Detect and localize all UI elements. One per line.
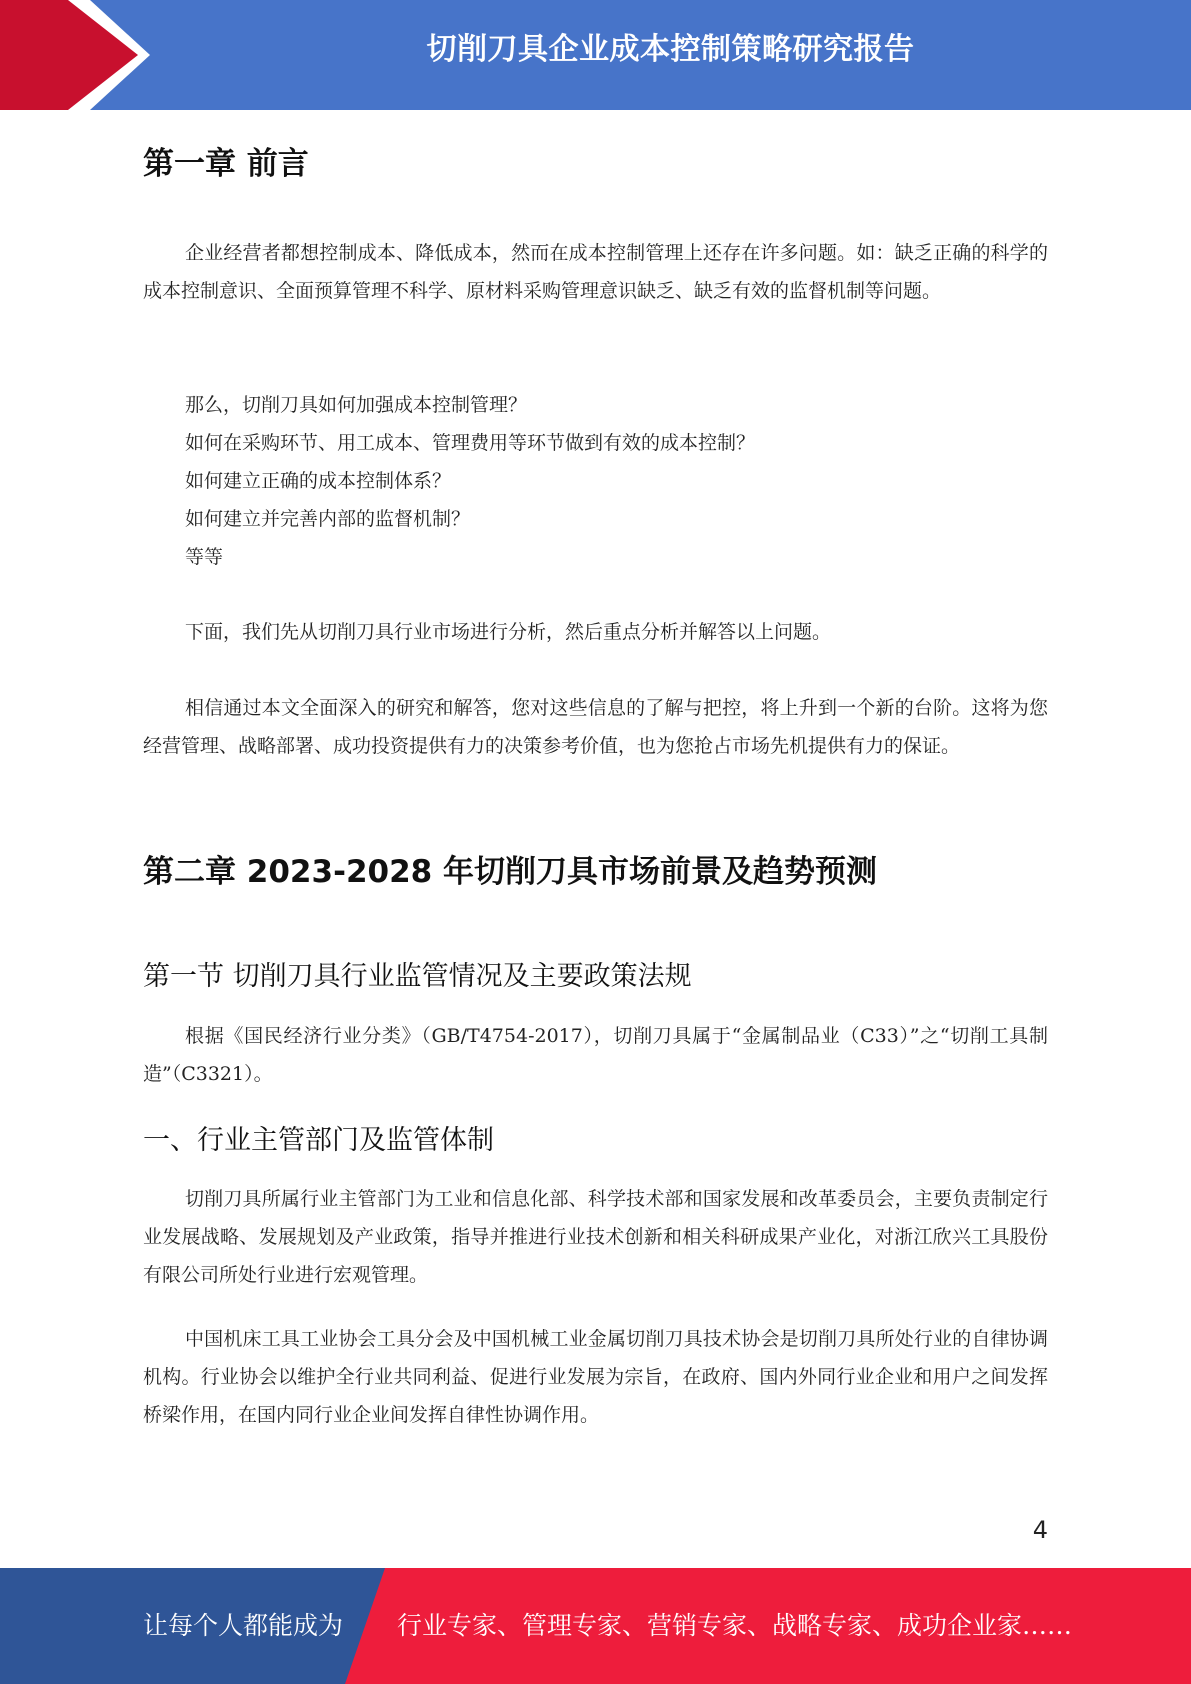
subsection-1-heading: 一、行业主管部门及监管体制 bbox=[143, 1125, 494, 1156]
footer-slogan-right: 行业专家、管理专家、营销专家、战略专家、成功企业家…… bbox=[397, 1611, 1073, 1640]
list-item: 如何建立并完善内部的监督机制？ bbox=[185, 508, 471, 530]
header-chevron-decoration bbox=[0, 0, 160, 110]
section-1-paragraph: 根据《国民经济行业分类》（GB/T4754-2017），切削刀具属于“金属制品业（C33）”之“切削工具制造”（C3321）。 bbox=[143, 1025, 1048, 1085]
page-header bbox=[0, 0, 1191, 110]
footer-slogan-left: 让每个人都能成为 bbox=[143, 1611, 344, 1640]
report-title: 切削刀具企业成本控制策略研究报告 bbox=[426, 32, 915, 67]
page-footer bbox=[0, 1568, 1191, 1684]
chapter-1-next-paragraph: 下面，我们先从切削刀具行业市场进行分析，然后重点分析并解答以上问题。 bbox=[185, 621, 832, 643]
list-item: 那么，切削刀具如何加强成本控制管理？ bbox=[185, 394, 528, 416]
chapter-1-heading: 第一章 前言 bbox=[143, 146, 309, 182]
chapter-1-closing-paragraph: 相信通过本文全面深入的研究和解答，您对这些信息的了解与把控，将上升到一个新的台阶。这将为您经营管理、战略部署、成功投资提供有力的决策参考价值，也为您抢占市场先机提供有力的保证。 bbox=[143, 697, 1048, 757]
subsection-1-paragraph-1: 切削刀具所属行业主管部门为工业和信息化部、科学技术部和国家发展和改革委员会，主要负责制定行业发展战略、发展规划及产业政策，指导并推进行业技术创新和相关科研成果产业化，对浙江欣兴工具股份有限公司所处行业进行宏观管理。 bbox=[143, 1188, 1048, 1286]
list-item: 如何建立正确的成本控制体系？ bbox=[185, 470, 452, 492]
page-number: 4 bbox=[1032, 1516, 1048, 1544]
chapter-1-intro-paragraph: 企业经营者都想控制成本、降低成本，然而在成本控制管理上还存在许多问题。如：缺乏正确的科学的成本控制意识、全面预算管理不科学、原材料采购管理意识缺乏、缺乏有效的监督机制等问题。 bbox=[143, 242, 1048, 302]
chapter-1-question-list bbox=[185, 386, 755, 576]
chapter-2-heading: 第二章 2023-2028 年切削刀具市场前景及趋势预测 bbox=[143, 854, 878, 890]
list-item: 如何在采购环节、用工成本、管理费用等环节做到有效的成本控制？ bbox=[185, 432, 756, 454]
list-item: 等等 bbox=[185, 546, 224, 568]
subsection-1-paragraph-2: 中国机床工具工业协会工具分会及中国机械工业金属切削刀具技术协会是切削刀具所处行业的自律协调机构。行业协会以维护全行业共同利益、促进行业发展为宗旨，在政府、国内外同行业企业和用户之间发挥桥梁作用，在国内同行业企业间发挥自律性协调作用。 bbox=[143, 1328, 1048, 1426]
section-1-heading: 第一节 切削刀具行业监管情况及主要政策法规 bbox=[143, 961, 692, 992]
